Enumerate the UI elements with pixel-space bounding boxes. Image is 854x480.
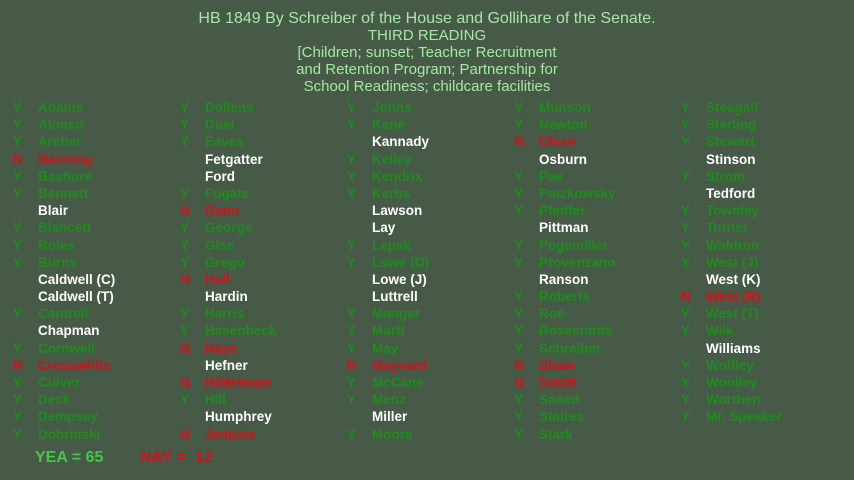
member-name: Hardin — [205, 289, 248, 305]
vote-mark: Y — [681, 220, 691, 236]
vote-mark: Y — [514, 237, 524, 253]
vote-mark: Y — [681, 117, 691, 133]
member-name: Williams — [706, 340, 761, 356]
member-name: McCane — [372, 375, 424, 390]
member-name: Kerbs — [372, 185, 411, 201]
vote-mark: Y — [347, 392, 357, 408]
vote-mark: Y — [180, 220, 190, 236]
vote-mark: Y — [13, 185, 23, 201]
vote-mark: Y — [347, 151, 357, 167]
member-name: May — [372, 340, 399, 356]
member-name: Stinson — [706, 151, 756, 167]
member-name: Ford — [205, 168, 235, 184]
member-name: Manger — [372, 306, 421, 322]
member-name: Lawson — [372, 203, 423, 219]
vote-mark: Y — [514, 185, 524, 201]
vote-mark: Y — [180, 185, 190, 201]
member-name: Hall — [205, 271, 230, 287]
member-name: Rosecrants — [539, 323, 613, 339]
bill-description-line-1: [Children; sunset; Teacher Recruitment — [297, 44, 557, 61]
vote-mark: Y — [514, 254, 524, 270]
member-name: Kelley — [372, 151, 412, 167]
member-name: Pae — [539, 168, 564, 184]
vote-mark: Y — [347, 340, 357, 356]
vote-mark: Y — [514, 168, 524, 184]
member-name: Pfeiffer — [539, 203, 586, 219]
member-name: Caldwell (T) — [38, 289, 114, 305]
member-name: Cornwell — [38, 340, 96, 356]
vote-mark: Y — [180, 134, 190, 150]
member-name: Kendrix — [372, 168, 423, 184]
member-name: Chapman — [38, 323, 100, 339]
member-name: Jenkins — [205, 426, 256, 442]
vote-mark: Y — [13, 117, 23, 133]
reading-stage: THIRD READING — [367, 27, 487, 44]
member-name: Woolley — [706, 375, 758, 390]
vote-mark: Y — [681, 254, 691, 270]
vote-mark: Y — [347, 426, 357, 442]
vote-mark: Y — [514, 340, 524, 356]
vote-mark: Y — [13, 168, 23, 184]
vote-mark: Y — [681, 409, 691, 425]
vote-mark: Y — [681, 134, 691, 150]
vote-mark: Y — [13, 392, 23, 408]
vote-mark: Y — [514, 100, 524, 115]
member-name: Dempsey — [38, 409, 99, 425]
member-name: Archer — [38, 134, 82, 150]
member-name: Roberts — [539, 289, 591, 305]
vote-mark: N — [180, 203, 190, 219]
member-name: Wilk — [706, 323, 734, 339]
member-name: West (J) — [706, 254, 759, 270]
member-name: Osburn — [539, 151, 588, 167]
vote-mark: Y — [180, 323, 190, 339]
member-name: Munson — [539, 100, 591, 115]
vote-mark: N — [514, 357, 524, 373]
member-name: Roe — [539, 306, 565, 322]
member-name: Hill — [205, 392, 227, 408]
member-name: Blancett — [38, 220, 92, 236]
vote-mark: Y — [180, 254, 190, 270]
vote-mark: Y — [681, 375, 691, 390]
member-name: Harris — [205, 306, 245, 322]
vote-mark: N — [347, 357, 357, 373]
member-name: Smith — [539, 375, 577, 390]
vote-mark: Y — [514, 289, 524, 305]
member-name: West (K) — [706, 271, 761, 287]
member-name: Hildebrant — [205, 375, 272, 390]
vote-mark: Y — [13, 426, 23, 442]
vote-mark: N — [180, 271, 190, 287]
vote-mark: Y — [13, 375, 23, 390]
member-name: West (R) — [706, 289, 761, 305]
vote-mark: Y — [514, 426, 524, 442]
member-name: Turner — [706, 220, 748, 236]
vote-mark: N — [13, 151, 23, 167]
member-name: Maynard — [372, 357, 428, 373]
vote-mark: Y — [514, 117, 524, 133]
vote-mark: Y — [13, 134, 23, 150]
vote-mark: Y — [347, 117, 357, 133]
vote-mark: Y — [514, 409, 524, 425]
member-name: Caldwell (C) — [38, 271, 116, 287]
vote-mark: Y — [514, 323, 524, 339]
member-name: Newton — [539, 117, 588, 133]
member-name: Worthen — [706, 392, 761, 408]
member-name: Burns — [38, 254, 78, 270]
member-name: Johns — [372, 100, 412, 115]
member-name: Stark — [539, 426, 573, 442]
vote-mark: Y — [347, 185, 357, 201]
member-name: Tedford — [706, 185, 756, 201]
member-name: Lay — [372, 220, 396, 236]
vote-mark: Y — [13, 306, 23, 322]
member-name: Dobrinski — [38, 426, 101, 442]
member-name: Miller — [372, 409, 408, 425]
member-name: Sneed — [539, 392, 580, 408]
vote-mark: Y — [13, 254, 23, 270]
member-name: Wolfley — [706, 357, 754, 373]
vote-mark: Y — [13, 409, 23, 425]
vote-mark: N — [514, 375, 524, 390]
member-name: Strom — [706, 168, 746, 184]
member-name: Patzkowsky — [539, 185, 616, 201]
member-name: Pittman — [539, 220, 589, 236]
member-name: Deck — [38, 392, 71, 408]
vote-mark: Y — [13, 237, 23, 253]
member-name: Hays — [205, 340, 238, 356]
yea-total: YEA = 65 — [35, 449, 104, 466]
member-name: Grego — [205, 254, 245, 270]
bill-description-line-3: School Readiness; childcare facilities — [303, 78, 551, 95]
member-name: Martl — [372, 323, 405, 339]
vote-mark: Y — [13, 100, 23, 115]
member-name: Kane — [372, 117, 406, 133]
member-name: Dollens — [205, 100, 254, 115]
vote-mark: Y — [681, 203, 691, 219]
member-name: Lowe (J) — [372, 271, 427, 287]
member-name: Alonso — [38, 117, 84, 133]
member-name: Hefner — [205, 357, 248, 373]
member-name: Sterling — [706, 117, 757, 133]
member-name: Menz — [372, 392, 406, 408]
vote-mark: Y — [681, 168, 691, 184]
member-name: Hasenbeck — [205, 323, 277, 339]
member-name: George — [205, 220, 253, 236]
vote-mark: N — [180, 426, 190, 442]
vote-mark: N — [13, 357, 23, 373]
member-name: Staires — [539, 409, 585, 425]
member-name: Crosswhite — [38, 357, 111, 373]
vote-mark: N — [180, 340, 190, 356]
member-name: Bashore — [38, 168, 93, 184]
vote-mark: Y — [514, 392, 524, 408]
member-name: Glse — [205, 237, 235, 253]
vote-mark: Y — [347, 375, 357, 390]
vote-mark: Y — [347, 100, 357, 115]
member-name: Banning — [38, 151, 92, 167]
member-name: Lowe (D) — [372, 254, 429, 270]
vote-mark: Y — [681, 237, 691, 253]
bill-title: HB 1849 By Schreiber of the House and Gollihare of the Senate. — [198, 10, 656, 27]
member-name: Lepak — [372, 237, 412, 253]
member-name: Eaves — [205, 134, 245, 150]
vote-mark: Y — [681, 306, 691, 322]
member-name: Stewart — [706, 134, 755, 150]
vote-mark: N — [681, 289, 691, 305]
member-name: West (T) — [706, 306, 759, 322]
member-name: Shaw — [539, 357, 575, 373]
member-name: Ranson — [539, 271, 589, 287]
nay-total: NAY = 12 — [140, 449, 213, 466]
member-name: Humphrey — [205, 409, 272, 425]
member-name: Provenzano — [539, 254, 616, 270]
member-name: Steagall — [706, 100, 758, 115]
vote-mark: Y — [347, 254, 357, 270]
vote-mark: Y — [180, 237, 190, 253]
vote-mark: Y — [681, 392, 691, 408]
bill-description-line-2: and Retention Program; Partnership for — [296, 61, 558, 78]
member-name: Gann — [205, 203, 240, 219]
vote-mark: Y — [180, 117, 190, 133]
member-name: Pogemiller — [539, 237, 609, 253]
member-name: Fugate — [205, 185, 250, 201]
vote-mark: Y — [347, 168, 357, 184]
vote-mark: Y — [681, 323, 691, 339]
vote-mark: Y — [13, 220, 23, 236]
vote-mark: Y — [681, 357, 691, 373]
member-name: Culver — [38, 375, 81, 390]
member-name: Olsen — [539, 134, 577, 150]
member-name: Cantrell — [38, 306, 89, 322]
member-name: Luttrell — [372, 289, 418, 305]
member-name: Duel — [205, 117, 235, 133]
vote-mark: Y — [180, 392, 190, 408]
vote-mark: Y — [347, 237, 357, 253]
member-name: Waldron — [706, 237, 760, 253]
vote-mark: Y — [13, 340, 23, 356]
member-name: Bennett — [38, 185, 89, 201]
vote-mark: Y — [347, 306, 357, 322]
member-name: Blair — [38, 203, 69, 219]
member-name: Schreiber — [539, 340, 602, 356]
vote-mark: N — [514, 134, 524, 150]
member-name: Fetgatter — [205, 151, 263, 167]
vote-mark: Y — [514, 203, 524, 219]
vote-mark: Y — [514, 306, 524, 322]
member-name: Kannady — [372, 134, 430, 150]
member-name: Moore — [372, 426, 413, 442]
vote-mark: N — [180, 375, 190, 390]
vote-mark: Y — [180, 306, 190, 322]
vote-mark: Y — [681, 100, 691, 115]
member-name: Townley — [706, 203, 760, 219]
vote-mark: Y — [180, 100, 190, 115]
vote-mark: Y — [347, 323, 357, 339]
member-name: Boles — [38, 237, 75, 253]
member-name: Adams — [38, 100, 84, 115]
member-name: Mr. Speaker — [706, 409, 782, 425]
